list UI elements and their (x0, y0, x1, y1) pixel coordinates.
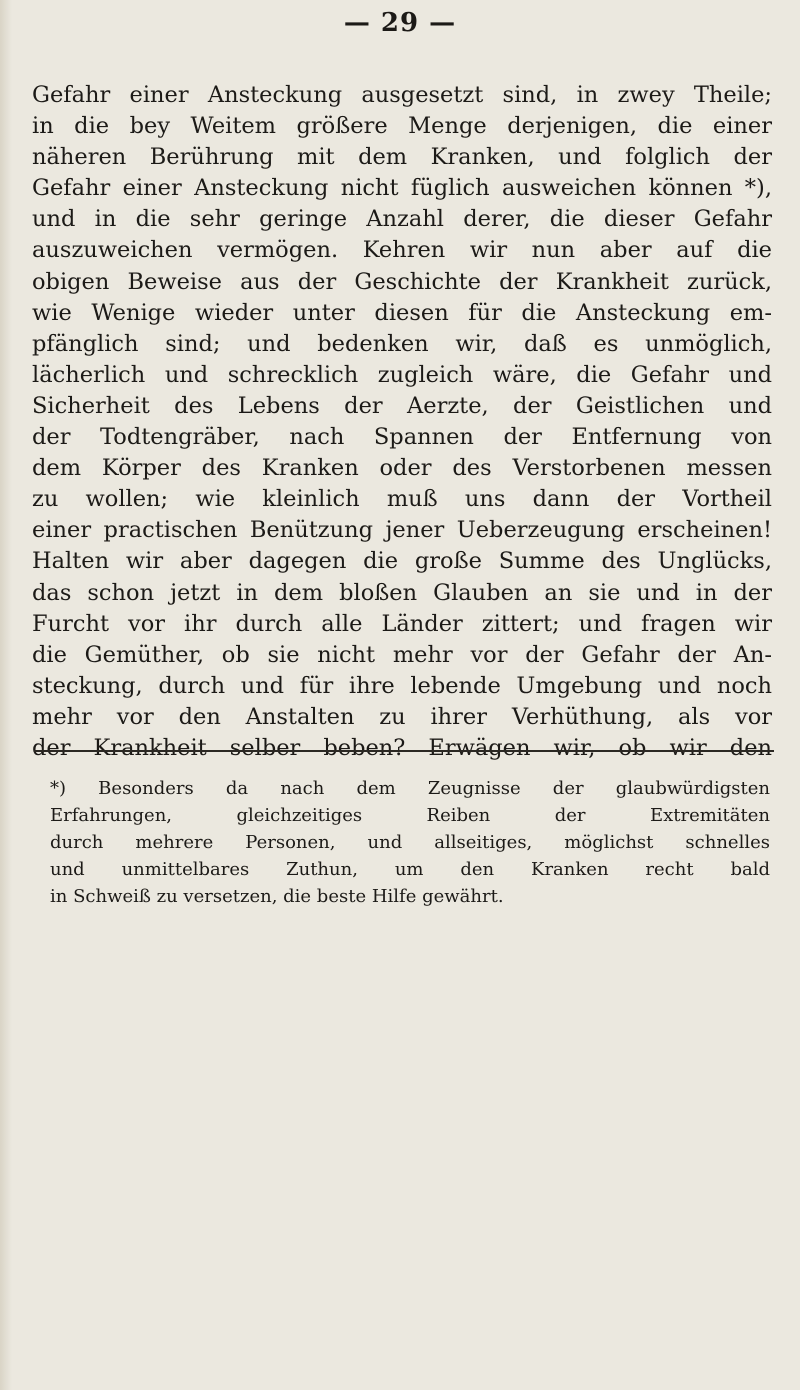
text-line: Sicherheit des Lebens der Aerzte, der Geistlichen und (32, 392, 772, 419)
text-line: zu wollen; wie kleinlich muß uns dann der Vortheil (32, 486, 772, 513)
text-line: auszuweichen vermögen. Kehren wir nun aber auf die (32, 237, 772, 264)
footnote-block (50, 775, 770, 910)
text-line: das schon jetzt in dem bloßen Glauben an sie und in der (32, 579, 772, 606)
text-line: einer practischen Benützung jener Ueberzeugung erscheinen! (32, 517, 772, 544)
footnote-divider (34, 750, 774, 752)
text-line: Furcht vor ihr durch alle Länder zittert; und fragen wir (32, 610, 772, 637)
text-line: mehr vor den Anstalten zu ihrer Verhüthung, als vor (32, 703, 772, 730)
text-line: der Krankheit selber beben? Erwägen wir, ob wir den (32, 734, 772, 761)
text-line: Halten wir aber dagegen die große Summe des Unglücks, (32, 548, 772, 575)
text-line: die Gemüther, ob sie nicht mehr vor der Gefahr der An- (32, 641, 772, 668)
text-line: Gefahr einer Ansteckung nicht füglich ausweichen können *), (32, 175, 772, 202)
text-line: in die bey Weitem größere Menge derjenigen, die einer (32, 113, 772, 140)
text-line: und in die sehr geringe Anzahl derer, die dieser Gefahr (32, 206, 772, 233)
text-line: lächerlich und schrecklich zugleich wäre, die Gefahr und (32, 361, 772, 388)
page-binding-edge (0, 0, 12, 1390)
text-line: der Todtengräber, nach Spannen der Entfernung von (32, 424, 772, 451)
footnote-line: Erfahrungen, gleichzeitiges Reiben der Extremitäten (50, 805, 770, 826)
text-line: dem Körper des Kranken oder des Verstorbenen messen (32, 455, 772, 482)
text-line: pfänglich sind; und bedenken wir, daß es unmöglich, (32, 330, 772, 357)
footnote-line: und unmittelbares Zuthun, um den Kranken recht bald (50, 859, 770, 880)
footnote-line: *) Besonders da nach dem Zeugnisse der glaubwürdigsten (50, 778, 770, 799)
footnote-line: durch mehrere Personen, und allseitiges, möglichst schnelles (50, 832, 770, 853)
text-line: obigen Beweise aus der Geschichte der Krankheit zurück, (32, 268, 772, 295)
main-text-block (32, 80, 772, 764)
footnote-line: in Schweiß zu versetzen, die beste Hilfe gewährt. (50, 886, 504, 907)
text-line: wie Wenige wieder unter diesen für die Ansteckung em- (32, 299, 772, 326)
text-line: näheren Berührung mit dem Kranken, und folglich der (32, 144, 772, 171)
text-line: Gefahr einer Ansteckung ausgesetzt sind, in zwey Theile; (32, 82, 772, 108)
page-number: — 29 — (343, 8, 457, 38)
text-line: steckung, durch und für ihre lebende Umgebung und noch (32, 672, 772, 699)
